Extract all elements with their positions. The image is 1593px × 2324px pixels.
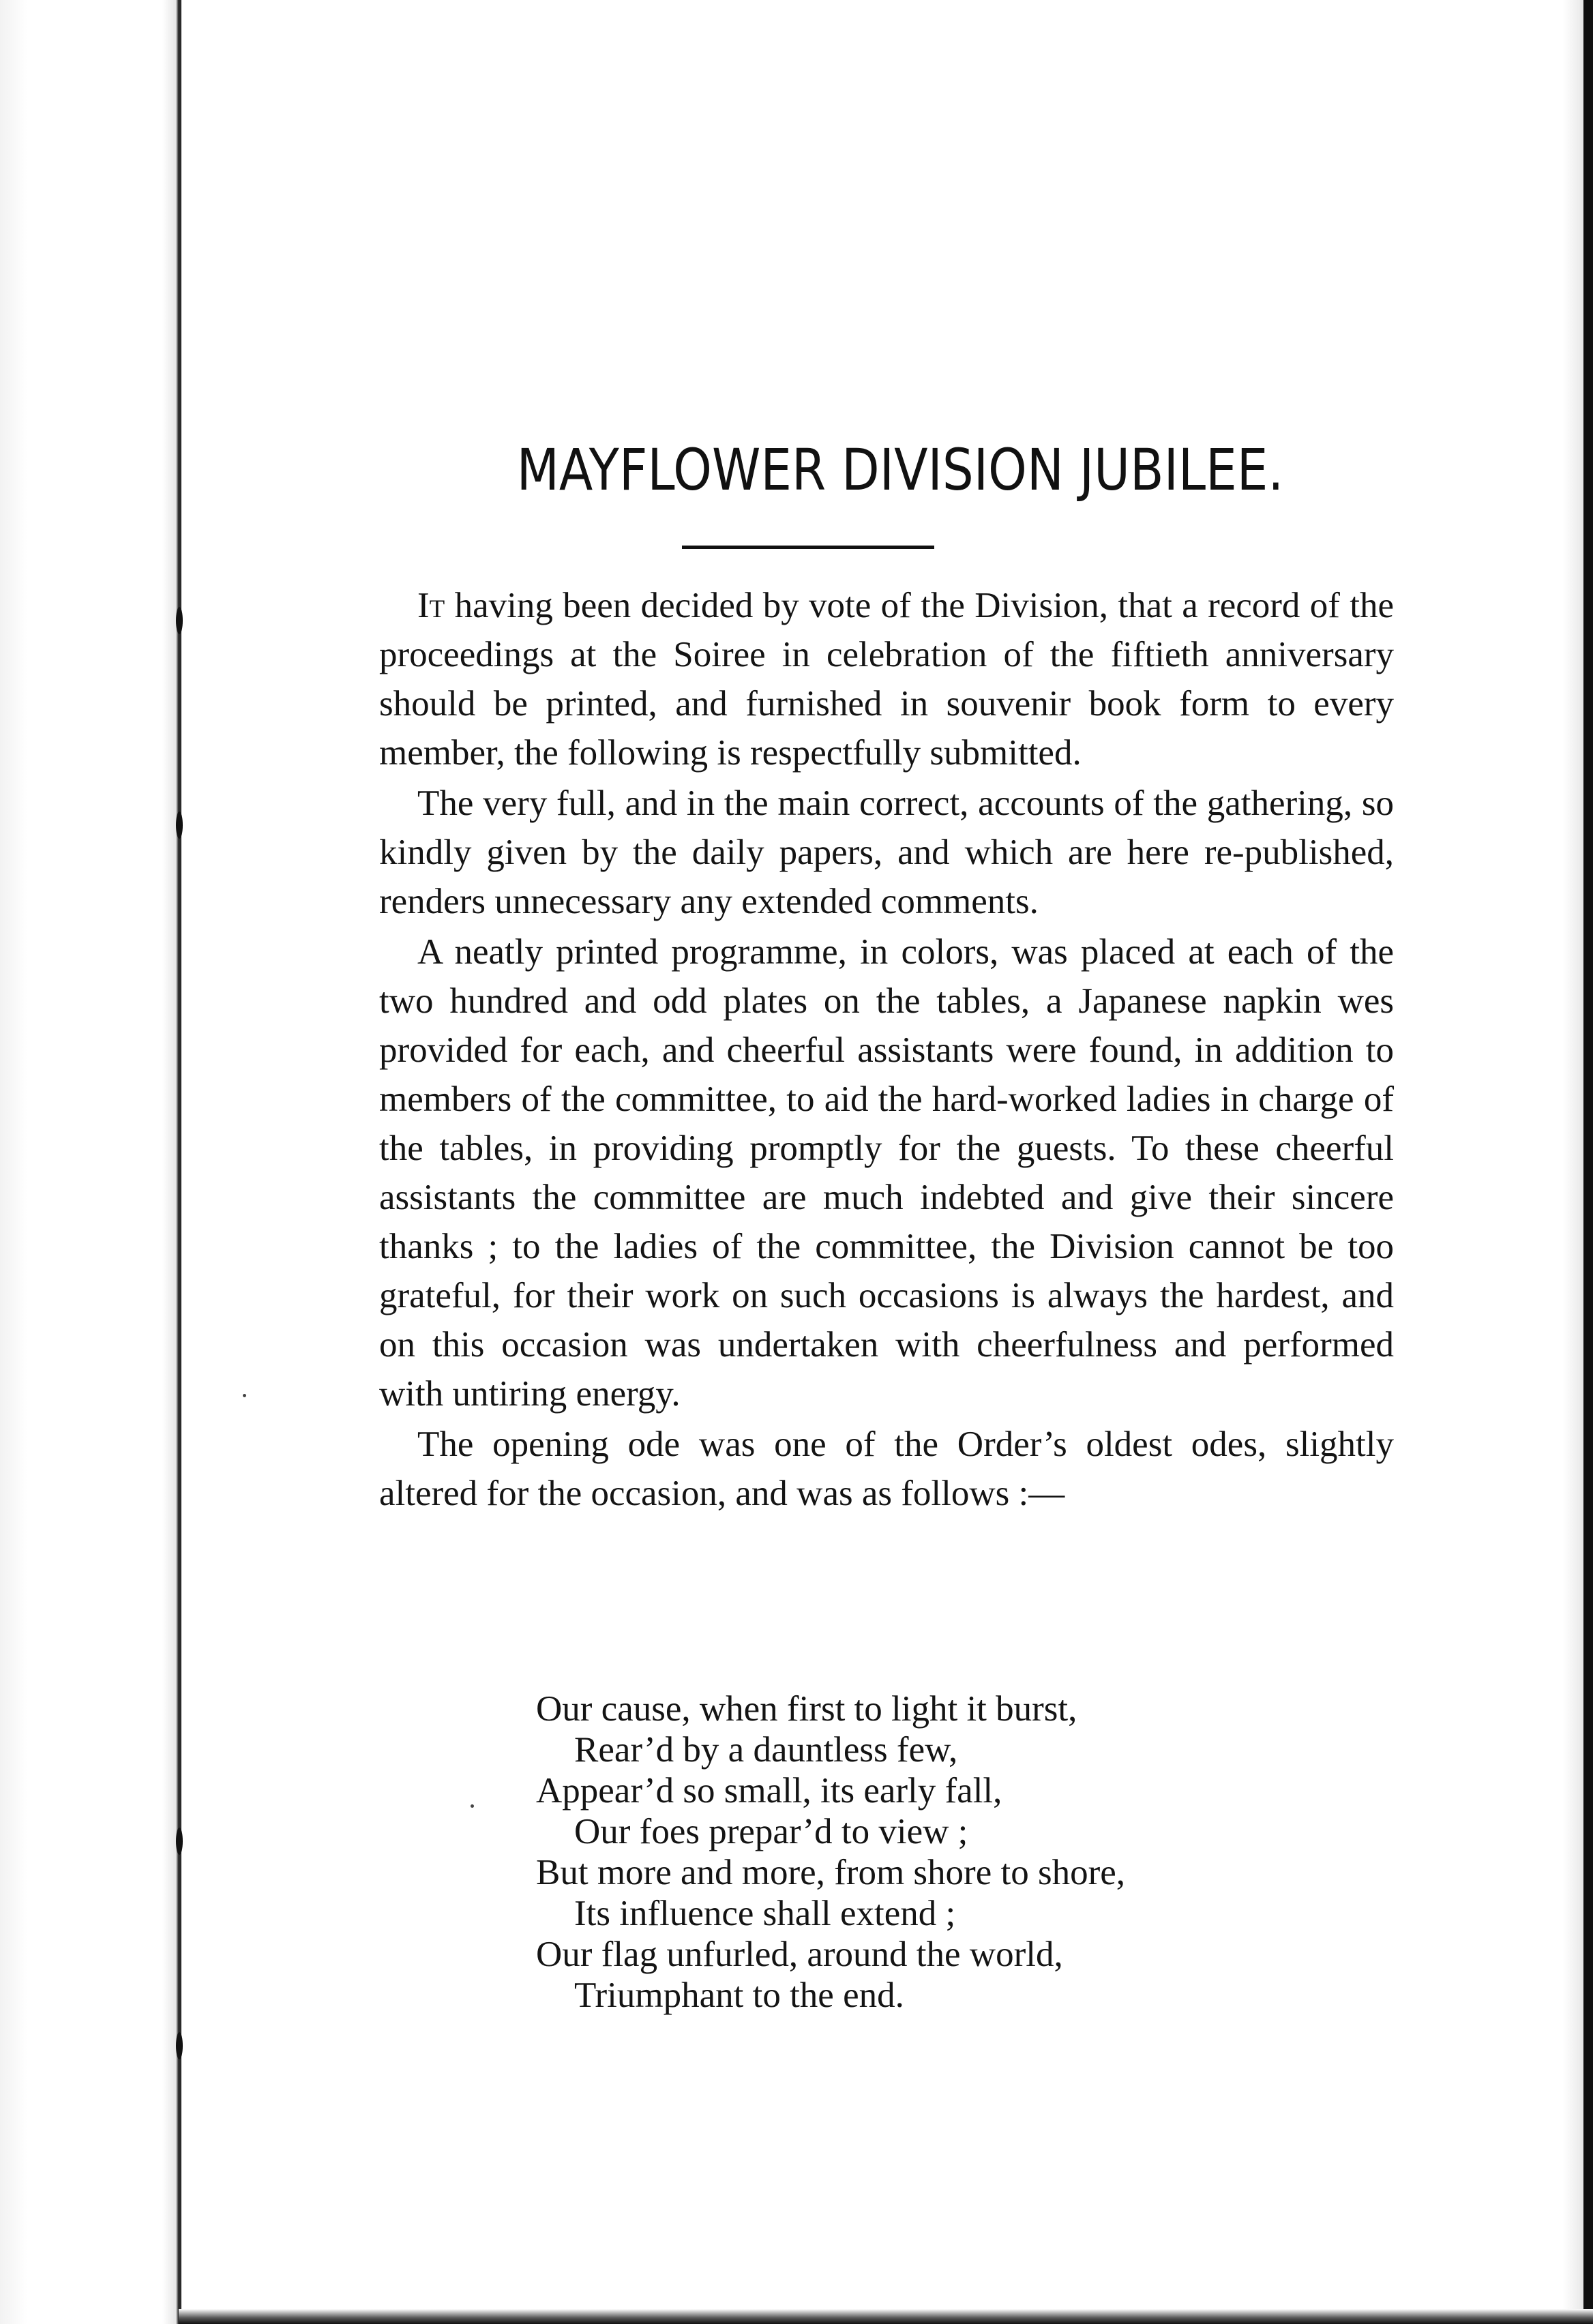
- paragraph: [379, 1420, 1394, 1518]
- page-edge-right: [1583, 0, 1593, 2324]
- page-edge-bottom: [179, 2309, 1593, 2324]
- page-title: MAYFLOWER DIVISION JUBILEE.: [516, 436, 1284, 503]
- poem-line: But more and more, from shore to shore,: [536, 1853, 1125, 1892]
- poem-line: Our cause, when first to light it burst,: [536, 1689, 1077, 1729]
- paragraph-text: A neatly printed programme, in colors, was placed at each of the two hundred and odd plates on the tables, a Japanese napkin wes provided for each, and cheerful assistants were found, in addition to members of the committee, to aid the hard-worked ladies in charge of the tables, in providing promptly for the guests. To these cheerful assistants the committee are much indebted and give their sincere thanks ; to the ladies of the committee, the Division cannot be too grateful, for their work on such occasions is always the hardest, and on this occasion was undertaken with cheerfulness and performed with untiring energy.: [379, 932, 1394, 1414]
- poem-line: Appear’d so small, its early fall,: [536, 1771, 1002, 1811]
- body-text: [379, 581, 1394, 1518]
- poem-line: Triumphant to the end.: [574, 1976, 904, 2015]
- paragraph: [379, 581, 1394, 777]
- paragraph-text: The very full, and in the main correct, accounts of the gathering, so kindly given by the daily papers, and which are here re-published, renders unnecessary any extended comments.: [379, 784, 1394, 921]
- binding-mark: [176, 811, 183, 839]
- paragraph-text: having been decided by vote of the Division, that a record of the proceedings at the Soiree in celebration of the fiftieth anniversary should be printed, and furnished in souvenir book form to every member, the following is respectfully submitted.: [379, 586, 1394, 773]
- poem-line: Our flag unfurled, around the world,: [536, 1935, 1063, 1974]
- ode-verse: [536, 1688, 1125, 2016]
- paragraph: [379, 927, 1394, 1418]
- binding-mark: [176, 2032, 183, 2059]
- scan-speck: [471, 1804, 474, 1808]
- paragraph: [379, 779, 1394, 926]
- drop-lead: It: [417, 586, 445, 625]
- binding-mark: [176, 1828, 183, 1855]
- paragraph-text: The opening ode was one of the Order’s oldest odes, slightly altered for the occasion, and was as follows :—: [379, 1425, 1394, 1513]
- page-binding-gutter: [0, 0, 179, 2324]
- scan-speck: [243, 1394, 246, 1397]
- poem-line: Our foes prepar’d to view ;: [574, 1812, 968, 1851]
- poem-line: Its influence shall extend ;: [574, 1894, 956, 1933]
- page-edge-shadow: [1563, 0, 1583, 2324]
- poem-line: Rear’d by a dauntless few,: [574, 1730, 958, 1770]
- binding-mark: [176, 607, 183, 634]
- title-rule: [682, 546, 934, 549]
